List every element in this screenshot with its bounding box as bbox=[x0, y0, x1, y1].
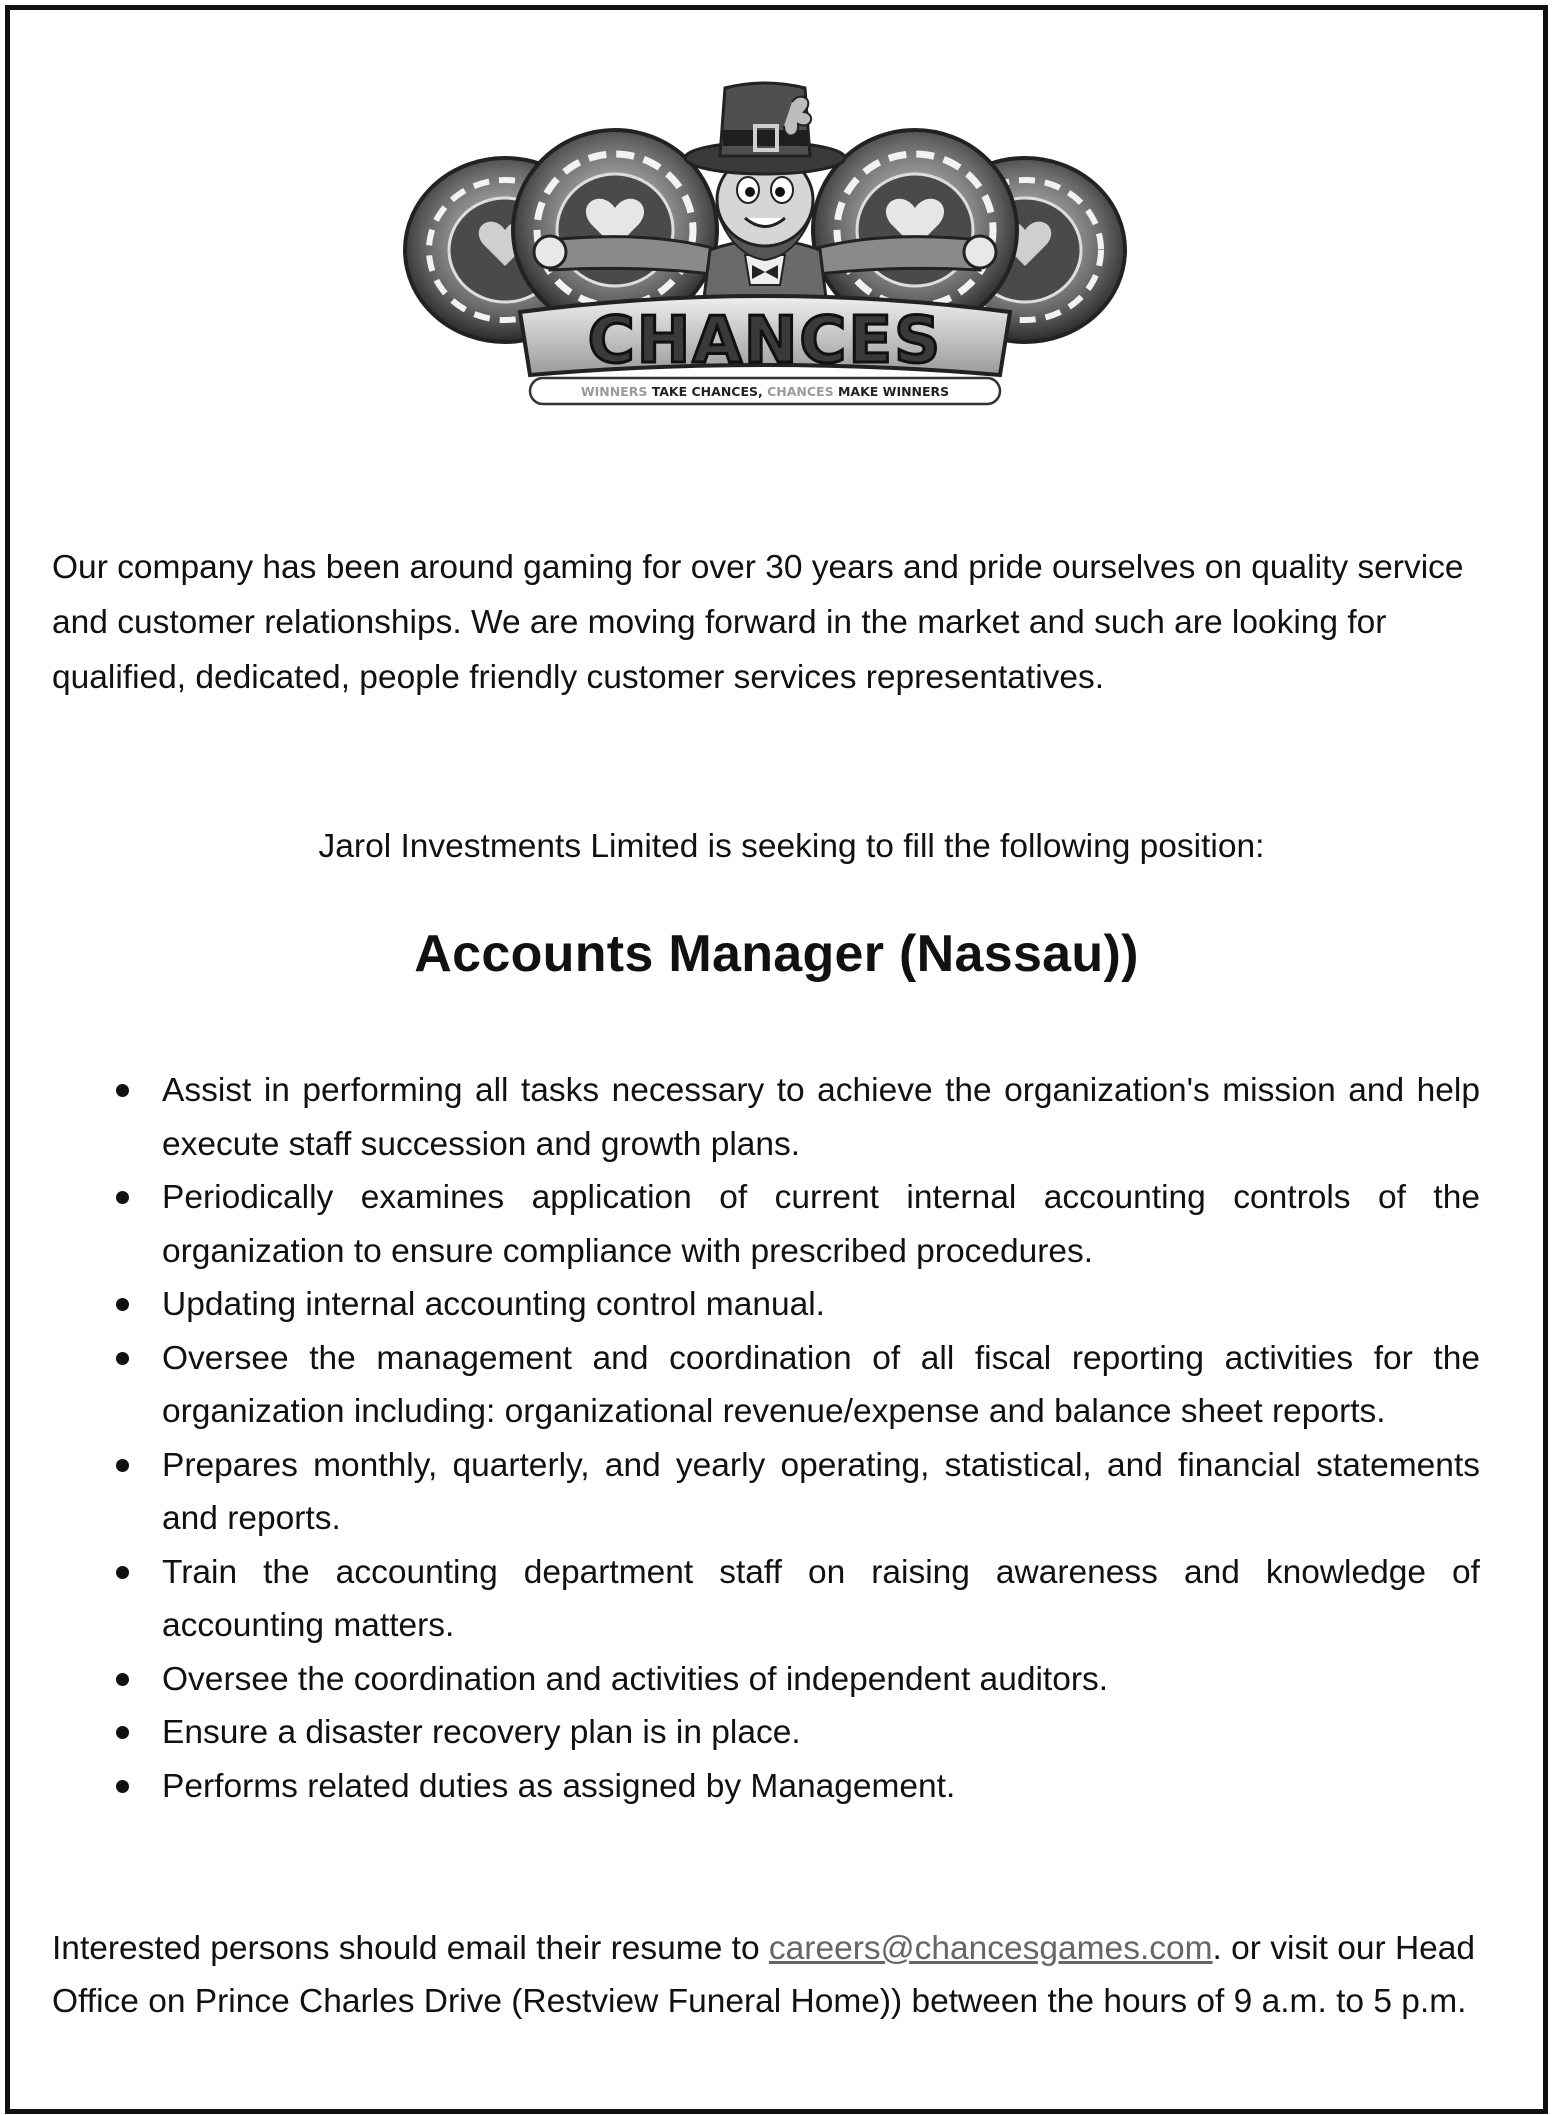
svg-text:CHANCES: CHANCES bbox=[587, 304, 943, 378]
bullet-icon bbox=[116, 1459, 129, 1472]
duties-list bbox=[162, 1064, 1480, 1813]
bullet-icon bbox=[116, 1780, 129, 1793]
bullet-icon bbox=[116, 1298, 129, 1311]
bullet-icon bbox=[116, 1566, 129, 1579]
bullet-icon bbox=[116, 1673, 129, 1686]
application-instructions: Interested persons should email their resume to careers@chancesgames.com. or visit our Head Office on Prince Charles Drive (Restview Funeral Home)) between the hours of 9 a.m. to 5 p.m. bbox=[52, 1930, 1476, 2020]
careers-email-link[interactable]: careers@chancesgames.com bbox=[768, 1930, 1213, 1967]
list-item: Performs related duties as assigned by Management. bbox=[162, 1760, 1480, 1814]
job-title: Accounts Manager (Nassau)) bbox=[414, 925, 1139, 983]
bullet-icon bbox=[116, 1084, 129, 1097]
chances-logo bbox=[400, 80, 1130, 420]
list-item: Oversee the coordination and activities of independent auditors. bbox=[162, 1653, 1480, 1707]
company-intro: Our company has been around gaming for over 30 years and pride ourselves on quality service and customer relationships. We are moving forward in the market and such are looking for qualified, dedicated, people friendly customer services representatives. bbox=[52, 549, 1464, 696]
list-item: Assist in performing all tasks necessary to achieve the organization's mission and help execute staff succession and growth plans. bbox=[162, 1064, 1480, 1171]
bullet-icon bbox=[116, 1352, 129, 1365]
list-item: Train the accounting department staff on raising awareness and knowledge of accounting matters. bbox=[162, 1546, 1480, 1653]
list-item: Prepares monthly, quarterly, and yearly operating, statistical, and financial statements and reports. bbox=[162, 1439, 1480, 1546]
list-item: Periodically examines application of current internal accounting controls of the organization to ensure compliance with prescribed procedures. bbox=[162, 1171, 1480, 1278]
chances-wordmark bbox=[520, 296, 1010, 378]
list-item: Ensure a disaster recovery plan is in place. bbox=[162, 1706, 1480, 1760]
list-item: Updating internal accounting control manual. bbox=[162, 1278, 1480, 1332]
seeking-statement: Jarol Investments Limited is seeking to fill the following position: bbox=[318, 828, 1265, 865]
svg-text:WINNERS TAKE CHANCES, CHANCES: WINNERS TAKE CHANCES, CHANCES MAKE WINNERS bbox=[580, 384, 950, 399]
bullet-icon bbox=[116, 1191, 129, 1204]
list-item: Oversee the management and coordination of all fiscal reporting activities for the organization including: organizational revenue/expense and balance sheet reports. bbox=[162, 1332, 1480, 1439]
logo-tagline bbox=[530, 378, 1000, 404]
bullet-icon bbox=[116, 1726, 129, 1739]
